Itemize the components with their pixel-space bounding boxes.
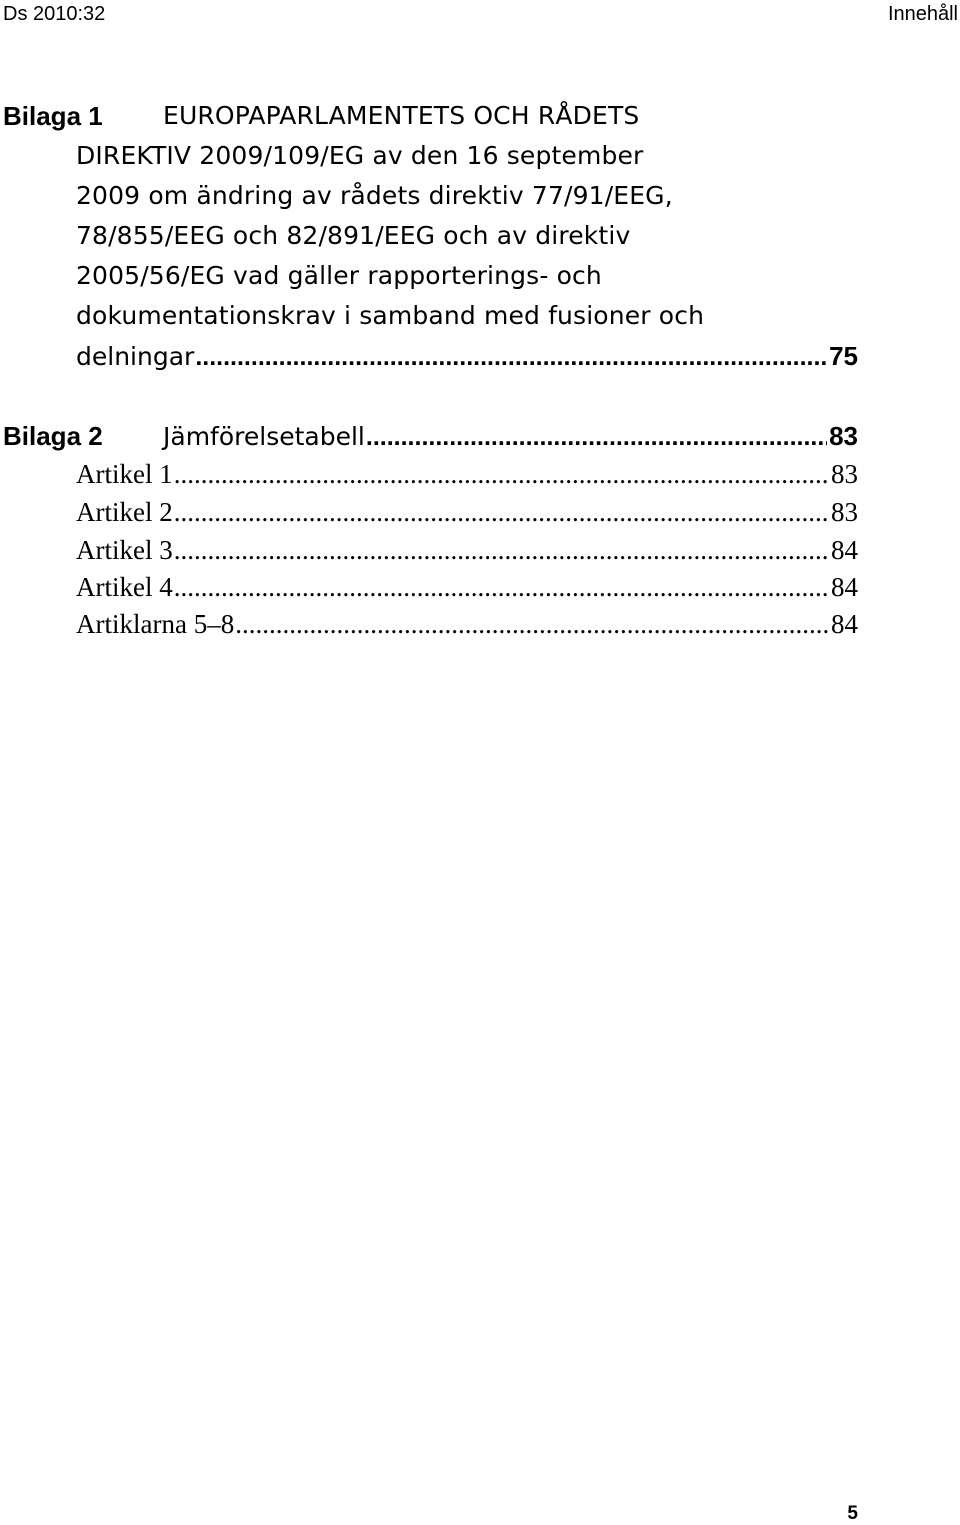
toc-entry-page: 83 — [829, 421, 858, 451]
dot-leader — [174, 572, 829, 602]
toc-entry-artikel[interactable] — [76, 459, 858, 489]
toc-entry-page: 75 — [829, 341, 858, 371]
bilaga-1-title-line: 78/855/EEG och 82/891/EEG och av direktiv — [76, 221, 631, 250]
toc-entry-artikel[interactable] — [76, 572, 858, 602]
toc-entry-artikel[interactable] — [76, 609, 858, 639]
running-header-left: Ds 2010:32 — [3, 3, 106, 25]
toc-entry-title: delningar — [76, 342, 195, 371]
toc-entry-artikel[interactable] — [76, 535, 858, 565]
toc-entry-page: 83 — [831, 459, 858, 489]
dot-leader — [174, 535, 829, 565]
dot-leader — [366, 422, 827, 452]
toc-entry-title: Artikel 3 — [76, 535, 173, 565]
toc-entry-title: Artiklarna 5–8 — [76, 609, 235, 639]
toc-entry-page: 84 — [831, 572, 858, 602]
dot-leader — [174, 497, 829, 527]
toc-entry-title: Artikel 1 — [76, 459, 173, 489]
toc-entry-artikel[interactable] — [76, 497, 858, 527]
running-header-right: Innehåll — [887, 3, 958, 25]
toc-entry-title: Artikel 2 — [76, 497, 173, 527]
dot-leader — [174, 459, 829, 489]
bilaga-1-title-line: 2005/56/EG vad gäller rapporterings- och — [76, 261, 602, 290]
bilaga-1-title-line: DIREKTIV 2009/109/EG av den 16 september — [76, 141, 644, 170]
toc-entry-page: 84 — [831, 535, 858, 565]
bilaga-1-title-line: EUROPAPARLAMENTETS OCH RÅDETS — [163, 101, 640, 130]
toc-entry-title: Artikel 4 — [76, 572, 173, 602]
dot-leader — [195, 342, 827, 372]
bilaga-1-title-line: dokumentationskrav i samband med fusioner och — [76, 301, 705, 330]
bilaga-2-label: Bilaga 2 — [3, 421, 103, 451]
table-of-contents — [0, 0, 860, 700]
page-number: 5 — [847, 1503, 858, 1524]
toc-entry-page: 84 — [831, 609, 858, 639]
toc-entry-page: 83 — [831, 497, 858, 527]
bilaga-1-label: Bilaga 1 — [3, 101, 103, 131]
dot-leader — [235, 609, 829, 639]
toc-entry-bilaga-1[interactable] — [76, 341, 858, 372]
toc-entry-bilaga-2[interactable] — [163, 421, 858, 452]
bilaga-1-title-line: 2009 om ändring av rådets direktiv 77/91/EEG, — [76, 181, 673, 210]
toc-entry-title: Jämförelsetabell — [163, 422, 365, 451]
